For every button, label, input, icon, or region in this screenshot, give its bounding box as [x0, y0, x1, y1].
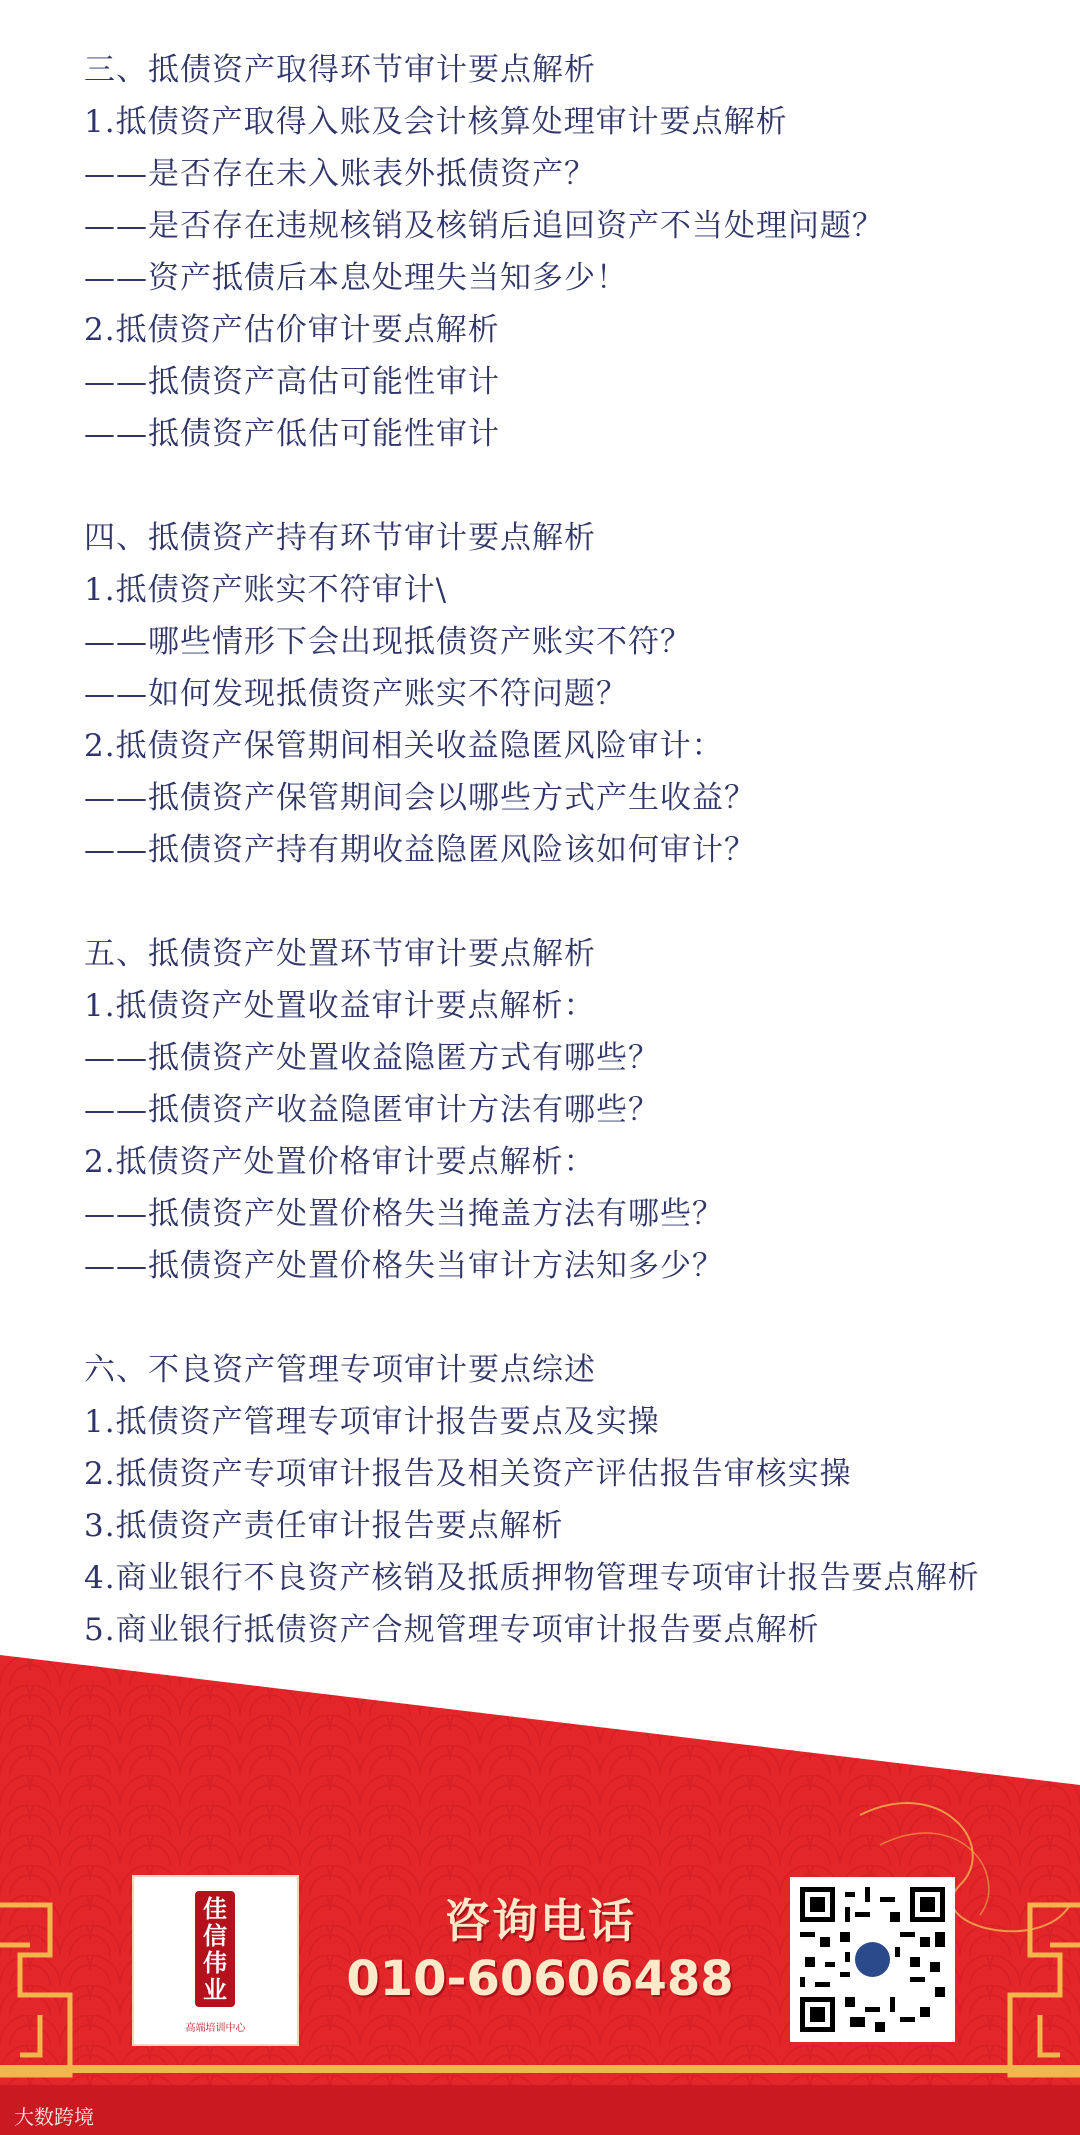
- outline-item: 2.抵债资产处置价格审计要点解析：: [84, 1144, 596, 1180]
- outline-item: ——抵债资产持有期收益隐匿风险该如何审计？: [84, 832, 756, 868]
- outline-item: ——抵债资产处置收益隐匿方式有哪些？: [84, 1040, 660, 1076]
- outline-item: 2.抵债资产估价审计要点解析: [84, 312, 500, 348]
- logo-char: 业: [203, 1975, 227, 2004]
- logo-subtitle: 高端培训中心: [185, 2023, 246, 2034]
- outline-item: ——是否存在违规核销及核销后追回资产不当处理问题？: [84, 208, 884, 244]
- section: [84, 928, 1044, 1292]
- logo-char: 信: [203, 1921, 227, 1950]
- company-logo: [134, 1877, 297, 2044]
- outline-item: ——是否存在未入账表外抵债资产？: [84, 156, 596, 192]
- section: [84, 512, 1044, 876]
- outline-item: ——抵债资产高估可能性审计: [84, 364, 500, 400]
- contact-title: 咨询电话: [444, 1894, 636, 1948]
- outline-item: ——哪些情形下会出现抵债资产账实不符？: [84, 624, 692, 660]
- contact-footer: [0, 1655, 1080, 2135]
- outline-item: ——如何发现抵债资产账实不符问题？: [84, 676, 628, 712]
- outline-item: 1.抵债资产管理专项审计报告要点及实操: [84, 1404, 660, 1440]
- outline-item: 3.抵债资产责任审计报告要点解析: [84, 1508, 564, 1544]
- outline-item: 5.商业银行抵债资产合规管理专项审计报告要点解析: [84, 1612, 820, 1648]
- outline-item: 1.抵债资产取得入账及会计核算处理审计要点解析: [84, 104, 788, 140]
- outline-item: 2.抵债资产保管期间相关收益隐匿风险审计：: [84, 728, 724, 764]
- article-body: [84, 44, 1044, 1708]
- outline-item: ——抵债资产处置价格失当掩盖方法有哪些？: [84, 1196, 724, 1232]
- section-heading: 三、抵债资产取得环节审计要点解析: [84, 52, 596, 88]
- outline-item: 4.商业银行不良资产核销及抵质押物管理专项审计报告要点解析: [84, 1560, 980, 1596]
- qr-code-icon: [800, 1887, 945, 2032]
- contact-phone: 010-60606488: [346, 1951, 734, 2007]
- section-heading: 五、抵债资产处置环节审计要点解析: [84, 936, 596, 972]
- outline-item: 1.抵债资产处置收益审计要点解析：: [84, 988, 596, 1024]
- outline-item: 1.抵债资产账实不符审计\: [84, 572, 448, 608]
- outline-item: ——资产抵债后本息处理失当知多少！: [84, 260, 628, 296]
- outline-item: ——抵债资产收益隐匿审计方法有哪些？: [84, 1092, 660, 1128]
- outline-item: 2.抵债资产专项审计报告及相关资产评估报告审核实操: [84, 1456, 852, 1492]
- section-heading: 四、抵债资产持有环节审计要点解析: [84, 520, 596, 556]
- outline-item: ——抵债资产保管期间会以哪些方式产生收益？: [84, 780, 756, 816]
- outline-item: ——抵债资产低估可能性审计: [84, 416, 500, 452]
- logo-char: 伟: [203, 1948, 227, 1977]
- section: [84, 44, 1044, 460]
- section-heading: 六、不良资产管理专项审计要点综述: [84, 1352, 596, 1388]
- outline-item: ——抵债资产处置价格失当审计方法知多少？: [84, 1248, 724, 1284]
- logo-seal: [195, 1891, 235, 2007]
- qr-code: [790, 1877, 955, 2042]
- section: [84, 1344, 1044, 1656]
- watermark: 大数跨境: [14, 2105, 94, 2129]
- logo-char: 佳: [203, 1894, 227, 1923]
